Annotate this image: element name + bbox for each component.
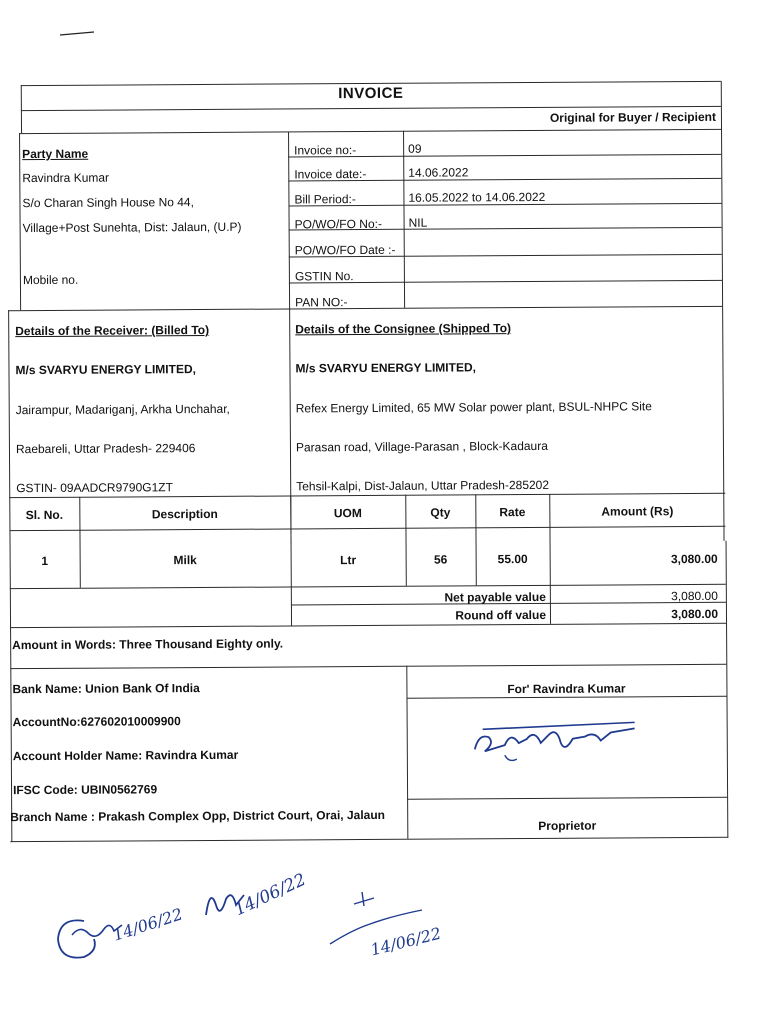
receiver-address-line1: Jairampur, Madariganj, Arkha Unchahar,	[15, 401, 230, 418]
net-payable-value: 3,080.00	[671, 588, 718, 604]
round-off-value: 3,080.00	[671, 606, 719, 622]
bank-name: Bank Name: Union Bank Of India	[12, 681, 200, 697]
signatory-for-label: For' Ravindra Kumar	[507, 681, 626, 697]
handwritten-date-1: 14/06/22	[110, 904, 185, 945]
row-rate: 55.00	[497, 552, 528, 567]
party-name-label: Party Name	[22, 146, 89, 162]
net-payable-label: Net payable value	[444, 589, 546, 605]
signatory-role: Proprietor	[538, 818, 597, 833]
row-description: Milk	[173, 553, 197, 568]
pan-label: PAN NO:-	[295, 295, 348, 310]
invoice-date-value: 14.06.2022	[408, 165, 469, 180]
col-header-amount: Amount (Rs)	[601, 504, 674, 519]
po-no-value: NIL	[408, 215, 428, 230]
invoice-title: INVOICE	[338, 84, 404, 103]
receiver-address-line2: Raebareli, Uttar Pradesh- 229406	[15, 441, 196, 457]
amount-in-words: Amount in Words: Three Thousand Eighty only.	[12, 636, 284, 653]
col-header-uom: UOM	[333, 506, 362, 521]
receiver-name: M/s SVARYU ENERGY LIMITED,	[15, 362, 196, 378]
party-address-line2: Village+Post Sunehta, Dist: Jalaun, (U.P)	[22, 219, 242, 236]
col-header-rate: Rate	[499, 505, 526, 520]
consignee-address-line3: Tehsil-Kalpi, Dist-Jalaun, Uttar Pradesh-285202	[296, 477, 550, 494]
row-amount: 3,080.00	[670, 551, 718, 567]
row-qty: 56	[433, 552, 448, 567]
party-name: Ravindra Kumar	[22, 170, 110, 186]
receiver-gstin: GSTIN- 09AADCR9790G1ZT	[16, 480, 173, 496]
invoice-no-value: 09	[408, 141, 422, 156]
gstin-label: GSTIN No.	[294, 269, 354, 284]
bill-period-label: Bill Period:-	[294, 192, 356, 207]
account-holder: Account Holder Name: Ravindra Kumar	[12, 747, 239, 764]
bill-period-value: 16.05.2022 to 14.06.2022	[408, 189, 546, 205]
col-header-sl: Sl. No.	[25, 507, 64, 523]
handwritten-date-3: 14/06/22	[368, 923, 443, 960]
col-header-qty: Qty	[430, 505, 451, 520]
consignee-name: M/s SVARYU ENERGY LIMITED,	[295, 360, 476, 376]
mobile-label: Mobile no.	[22, 272, 79, 288]
invoice-document	[6, 66, 729, 842]
copy-label: Original for Buyer / Recipient	[549, 109, 716, 125]
pen-mark	[58, 28, 98, 40]
row-uom: Ltr	[340, 553, 357, 568]
invoice-no-label: Invoice no:-	[294, 143, 357, 158]
ifsc-code: IFSC Code: UBIN0562769	[13, 782, 158, 798]
receiver-heading: Details of the Receiver: (Billed To)	[15, 322, 210, 339]
consignee-address-line2: Parasan road, Village-Parasan , Block-Kadaura	[295, 438, 548, 455]
consignee-heading: Details of the Consignee (Shipped To)	[295, 321, 512, 337]
row-sl: 1	[41, 553, 49, 568]
account-number: AccountNo:627602010009900	[12, 714, 181, 730]
round-off-label: Round off value	[455, 607, 547, 623]
handwritten-date-2: 14/06/22	[231, 869, 310, 921]
po-date-label: PO/WO/FO Date :-	[294, 242, 396, 258]
branch-name: Branch Name : Prakash Complex Opp, District Court, Orai, Jalaun	[10, 807, 386, 825]
party-address-line1: S/o Charan Singh House No 44,	[22, 195, 194, 211]
col-header-description: Description	[151, 506, 218, 522]
po-no-label: PO/WO/FO No:-	[294, 216, 382, 232]
proprietor-signature	[465, 708, 645, 769]
invoice-date-label: Invoice date:-	[294, 166, 367, 182]
consignee-address-line1: Refex Energy Limited, 65 MW Solar power plant, BSUL-NHPC Site	[295, 399, 652, 416]
